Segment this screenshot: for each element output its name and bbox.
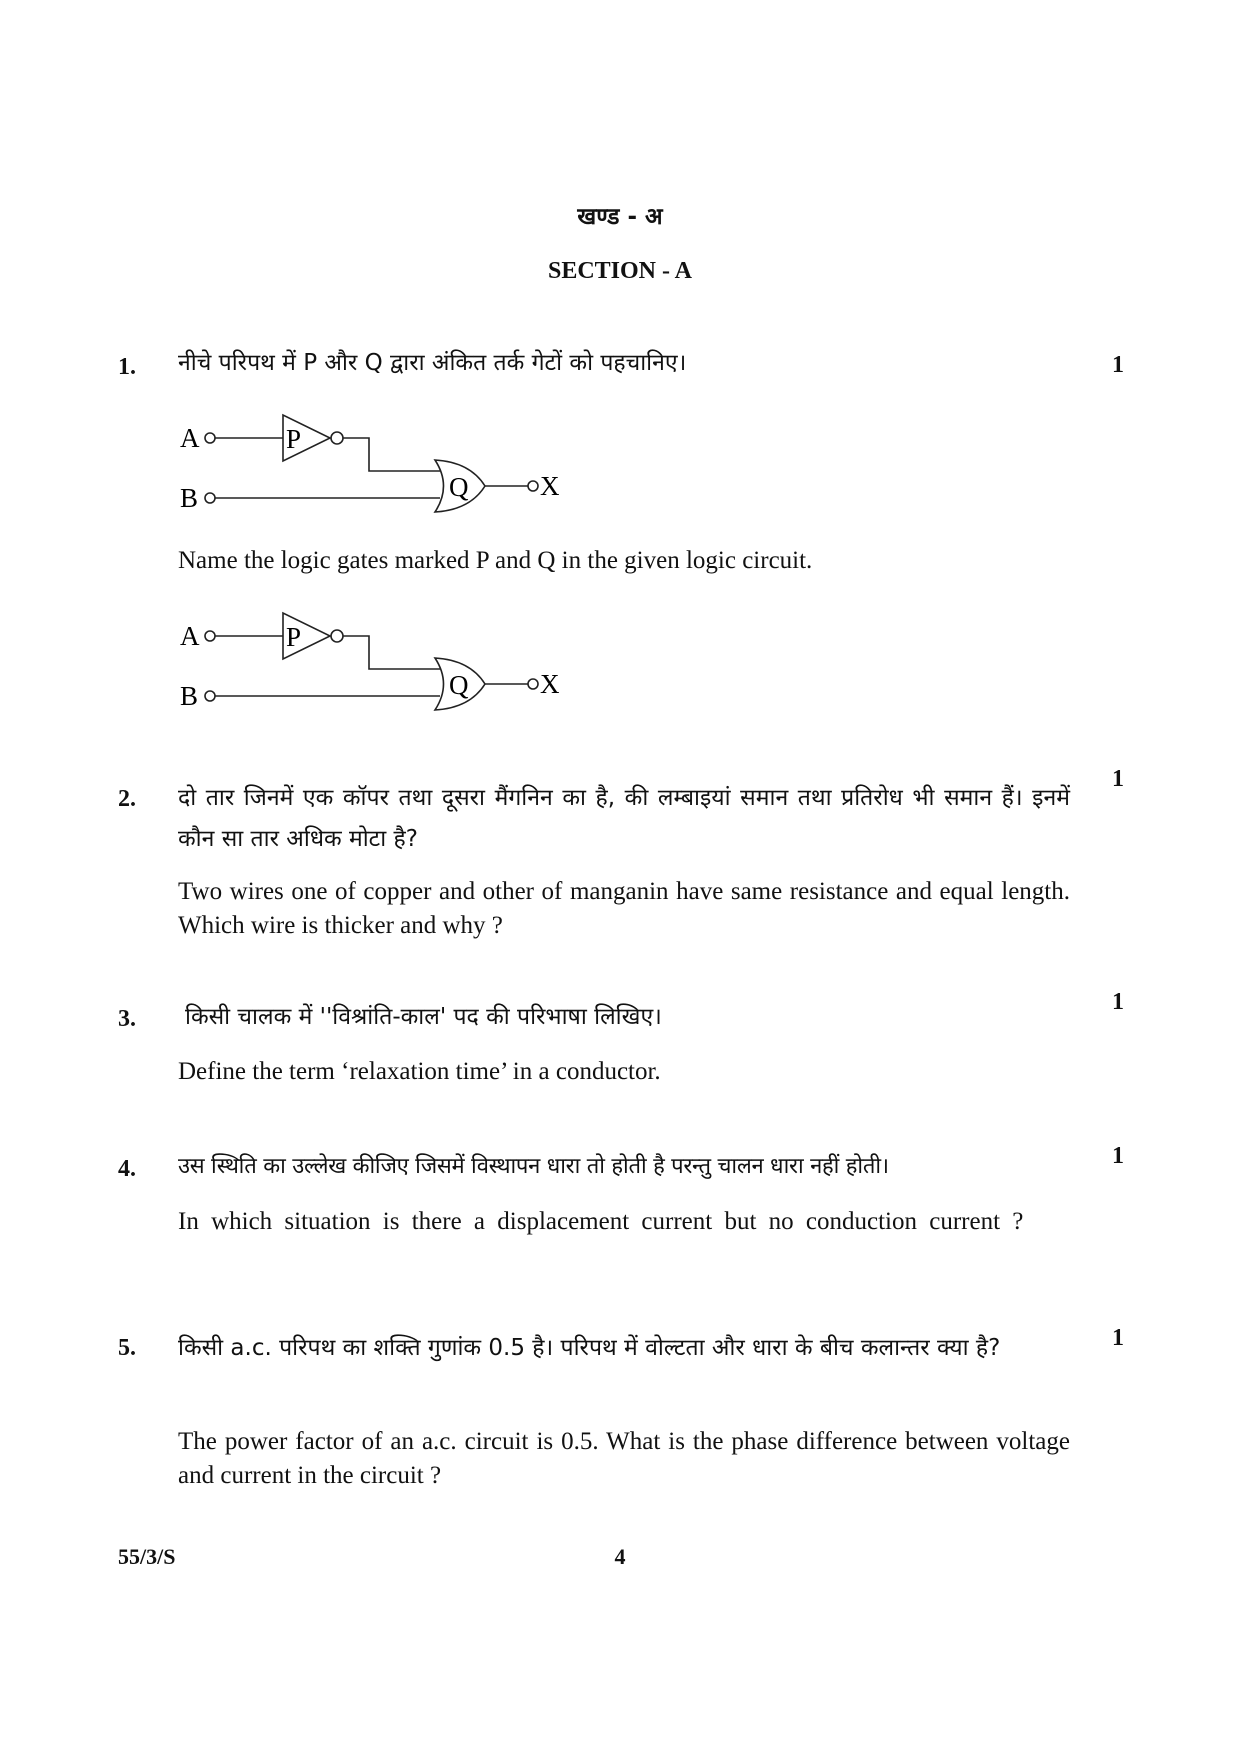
question-marks: 1 [1112,352,1124,378]
question-text-hindi: किसी a.c. परिपथ का शक्ति गुणांक 0.5 है। परिपथ में वोल्टता और धारा के बीच कलान्तर क्या है? [178,1335,1001,1361]
page-number: 4 [614,1544,626,1569]
gate-q-label: Q [449,670,469,700]
input-a-label: A [180,621,200,651]
question-number: 1. [118,354,136,380]
question-number: 3. [118,1006,136,1032]
question-number: 4. [118,1156,136,1182]
question-text-english: Define the term ‘relaxation time’ in a conductor. [178,1058,661,1085]
input-b-label: B [180,483,199,513]
question-number: 5. [118,1335,136,1361]
gate-q-label: Q [449,472,469,502]
logic-circuit-diagram [150,598,570,718]
question-text-english: In which situation is there a displacement current but no conduction current ? [178,1208,1024,1235]
question-text-english: Name the logic gates marked P and Q in the given logic circuit. [178,547,813,574]
question-text-hindi: उस स्थिति का उल्लेख कीजिए जिसमें विस्थापन धारा तो होती है परन्तु चालन धारा नहीं होती। [178,1154,889,1179]
question-text-hindi: नीचे परिपथ में P और Q द्वारा अंकित तर्क गेटों को पहचानिए। [178,350,687,376]
question-text-english: Two wires one of copper and other of manganin have same resistance and equal length. Which wire is thicker and why ? [178,878,1070,939]
gate-p-label: P [286,424,302,454]
question-marks: 1 [1112,989,1124,1015]
question-text-hindi: किसी चालक में ''विश्रांति-काल' पद की परिभाषा लिखिए। [185,1004,662,1030]
section-heading-hindi: खण्ड - अ [577,204,663,230]
question-text-hindi: दो तार जिनमें एक कॉपर तथा दूसरा मैंगनिन का है, की लम्बाइयां समान तथा प्रतिरोध भी समान हैं। इनमें कौन सा तार अधिक मोटा है? [178,785,1070,852]
question-marks: 1 [1112,1325,1124,1351]
section-heading: SECTION - A [547,258,693,284]
question-marks: 1 [1112,766,1124,792]
output-x-label: X [540,669,560,699]
question-marks: 1 [1112,1143,1124,1169]
logic-circuit-diagram [150,400,570,520]
input-a-label: A [180,423,200,453]
question-number: 2. [118,786,136,812]
paper-code: 55/3/S [118,1544,176,1569]
output-x-label: X [540,471,560,501]
input-b-label: B [180,681,199,711]
question-text-english: The power factor of an a.c. circuit is 0.5. What is the phase difference between voltage and current in the circuit ? [178,1428,1070,1489]
gate-p-label: P [286,622,302,652]
